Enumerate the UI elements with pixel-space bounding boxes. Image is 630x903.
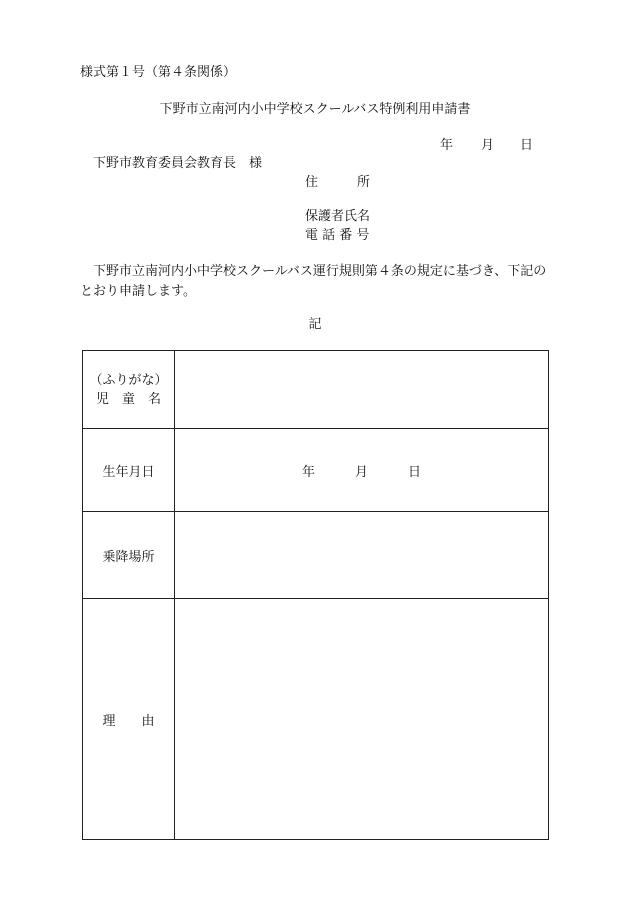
child-name-label: 児 童 名: [95, 391, 161, 407]
form-number: 様式第１号（第４条関係）: [80, 65, 237, 80]
addressee: 下野市教育委員会教育長 様: [93, 156, 263, 171]
document-title: 下野市立南河内小中学校スクールバス特例利用申請書: [159, 102, 471, 117]
date-day-label: 日: [520, 138, 534, 153]
date-month-label: 月: [481, 138, 495, 153]
table-row: [83, 512, 549, 599]
birth-month-unit: 月: [354, 464, 368, 480]
guardian-name-label: 保護者氏名: [305, 209, 371, 224]
birth-year-unit: 年: [301, 464, 315, 480]
table-row: [83, 429, 549, 512]
table-row: [83, 599, 549, 840]
ki-heading: 記: [308, 317, 322, 332]
child-name-field[interactable]: [175, 351, 549, 429]
application-table: [82, 350, 549, 840]
request-statement: 下野市立南河内小中学校スクールバス運行規則第４条の規定に基づき、下記のとおり申請します。: [80, 264, 547, 299]
birthdate-field[interactable]: [175, 429, 549, 512]
phone-number-label: 電 話 番 号: [305, 228, 370, 243]
furigana-label: （ふりがな）: [89, 372, 168, 388]
bus-stop-field[interactable]: [175, 512, 549, 599]
reason-field[interactable]: [175, 599, 549, 840]
child-name-label-cell: [83, 351, 175, 429]
birthdate-label: 生年月日: [83, 429, 175, 512]
reason-label: 理 由: [83, 599, 175, 840]
bus-stop-label: 乗降場所: [83, 512, 175, 599]
date-year-label: 年: [440, 138, 454, 153]
table-row: [83, 351, 549, 429]
birth-day-unit: 日: [408, 464, 422, 480]
address-label: 住 所: [305, 175, 371, 190]
